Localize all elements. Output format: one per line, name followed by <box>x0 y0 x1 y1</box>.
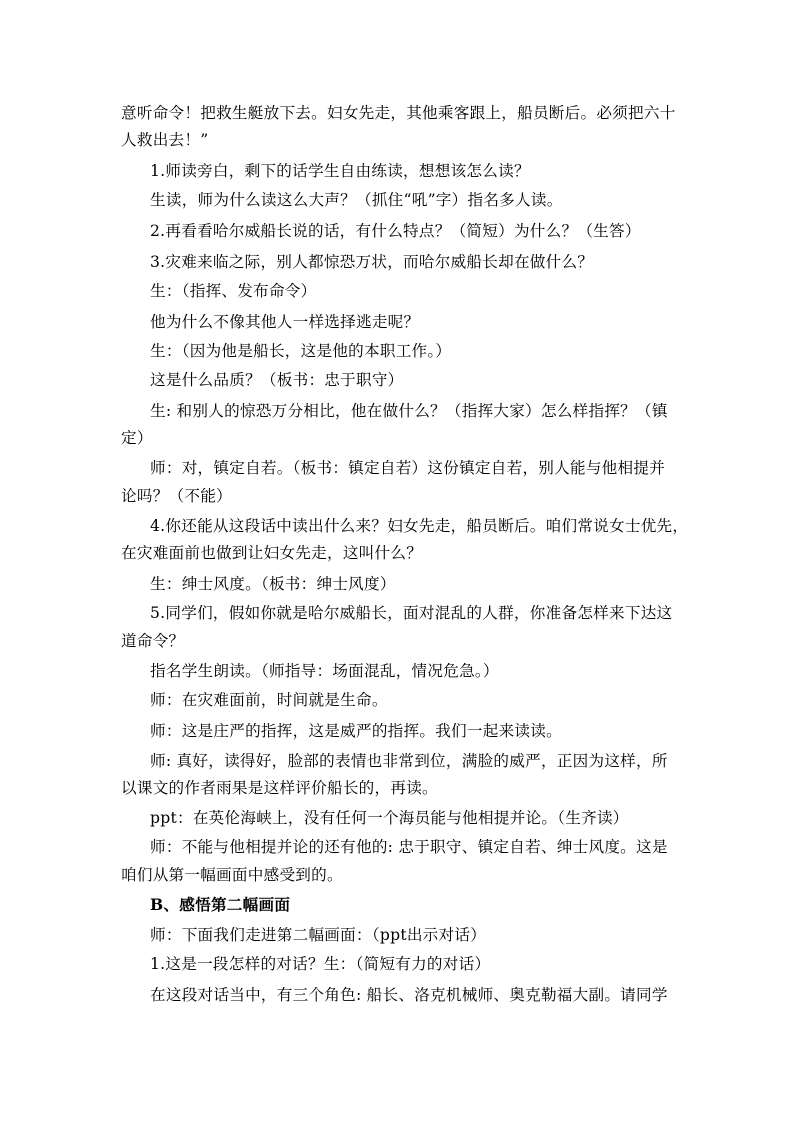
text-line: 定） <box>121 429 153 447</box>
text-line: 师：在灾难面前，时间就是生命。 <box>150 691 388 709</box>
text-line: 道命令？ <box>121 632 185 650</box>
text-line: 4.你还能从这段话中读出什么来？妇女先走，船员断后。咱们常说女士优先， <box>150 517 689 535</box>
text-line: 师：不能与他相提并论的还有他的: 忠于职守、镇定自若、绅士风度。这是 <box>150 838 668 856</box>
text-line: 生读，师为什么读这么大声？（抓住“吼”字）指名多人读。 <box>150 191 563 209</box>
text-line: 生：（因为他是船长，这是他的本职工作。） <box>150 342 452 360</box>
text-line: 生：绅士风度。（板书：绅士风度） <box>150 575 396 593</box>
text-line: 师：这是庄严的指挥，这是威严的指挥。我们一起来读读。 <box>150 722 562 740</box>
text-line: 生: 和别人的惊恐万分相比，他在做什么？（指挥大家）怎么样指挥？（镇 <box>150 402 668 420</box>
text-line: 论吗？（不能） <box>121 487 232 505</box>
text-line: 师: 真好，读得好，脸部的表情也非常到位，满脸的威严，正因为这样，所 <box>150 752 668 770</box>
text-line: 人救出去！” <box>121 131 209 149</box>
text-line: 1.师读旁白，剩下的话学生自由练读，想想该怎么读？ <box>150 162 530 180</box>
text-line: 生：（指挥、发布命令） <box>150 282 317 300</box>
text-line: 师：对，镇定自若。（板书：镇定自若）这份镇定自若，别人能与他相提并 <box>150 459 666 477</box>
text-line: 以课文的作者雨果是这样评价船长的，再读。 <box>121 779 438 797</box>
text-line: 5.同学们，假如你就是哈尔威船长，面对混乱的人群，你准备怎样来下达这 <box>150 604 673 622</box>
text-line: 在这段对话当中，有三个角色: 船长、洛克机械师、奥克勒福大副。请同学 <box>150 986 668 1004</box>
text-line: 这是什么品质？（板书：忠于职守） <box>150 371 404 389</box>
text-line: ppt：在英伦海峡上，没有任何一个海员能与他相提并论。（生齐读） <box>150 809 629 827</box>
text-line: 指名学生朗读。（师指导：场面混乱，情况危急。） <box>150 662 499 680</box>
text-line: 他为什么不像其他人一样选择逃走呢？ <box>150 313 420 331</box>
text-line: 2.再看看哈尔威船长说的话，有什么特点？（简短）为什么？（生答） <box>150 222 641 240</box>
text-line: 3.灾难来临之际，别人都惊恐万状，而哈尔威船长却在做什么？ <box>150 253 594 271</box>
text-line: 咱们从第一幅画面中感受到的。 <box>121 866 343 884</box>
text-line: 意听命令！把救生艇放下去。妇女先走，其他乘客跟上，船员断后。必须把六十 <box>121 104 676 122</box>
text-line: 1.这是一段怎样的对话？生：（简短有力的对话） <box>150 955 491 973</box>
text-line: 在灾难面前也做到让妇女先走，这叫什么？ <box>121 544 423 562</box>
section-heading: B、感悟第二幅画面 <box>150 895 291 914</box>
text-line: 师：下面我们走进第二幅画面：（ppt出示对话） <box>150 926 487 944</box>
